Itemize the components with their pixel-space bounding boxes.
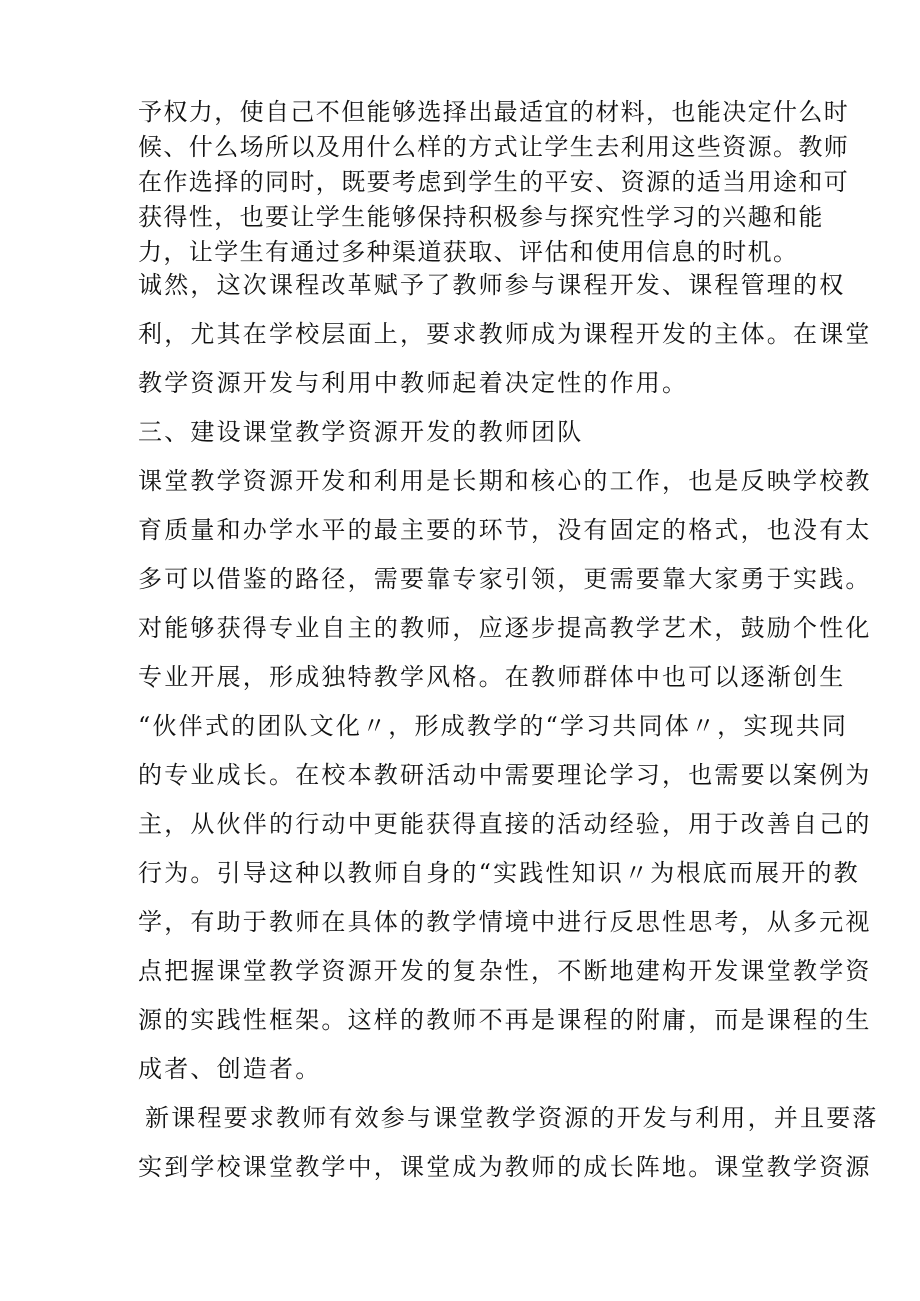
paragraph-line: 学，有助于教师在具体的教学情境中进行反思性思考，从多元视 [138, 908, 872, 936]
paragraph-line: 点把握课堂教学资源开发的复杂性，不断地建构开发课堂教学资 [138, 957, 872, 985]
paragraph-line: 源的实践性框架。这样的教师不再是课程的附庸，而是课程的生 [138, 1006, 872, 1034]
paragraph-line: 获得性，也要让学生能够保持积极参与探究性学习的兴趣和能 [138, 203, 824, 231]
paragraph-line: 对能够获得专业自主的教师，应逐步提高教学艺术，鼓励个性化 [138, 614, 872, 642]
paragraph-line: 多可以借鉴的路径，需要靠专家引领，更需要靠大家勇于实践。 [138, 565, 872, 593]
paragraph-line: 在作选择的同时，既要考虑到学生的平安、资源的适当用途和可 [138, 168, 850, 196]
paragraph-line: 的专业成长。在校本教研活动中需要理论学习，也需要以案例为 [138, 761, 872, 789]
paragraph-line: “伙伴式的团队文化〃，形成教学的“学习共同体〃，实现共同 [138, 712, 849, 740]
paragraph-line: 实到学校课堂教学中，课堂成为教师的成长阵地。课堂教学资源 [138, 1153, 872, 1181]
paragraph-line: 育质量和办学水平的最主要的环节，没有固定的格式，也没有太 [138, 516, 872, 544]
paragraph-line: 成者、创造者。 [138, 1055, 322, 1083]
paragraph-line: 主，从伙伴的行动中更能获得直接的活动经验，用于改善自己的 [138, 810, 872, 838]
paragraph-line: 课堂教学资源开发和利用是长期和核心的工作，也是反映学校教 [138, 467, 872, 495]
paragraph-line: 予权力，使自己不但能够选择出最适宜的材料，也能决定什么时 [138, 98, 850, 126]
paragraph-line: 力，让学生有通过多种渠道获取、评估和使用信息的时机。 [138, 238, 799, 266]
paragraph-line: 新课程要求教师有效参与课堂教学资源的开发与利用，并且要落 [145, 1104, 879, 1132]
paragraph-line: 专业开展，形成独特教学风格。在教师群体中也可以逐渐创生 [138, 663, 846, 691]
paragraph-line: 利，尤其在学校层面上，要求教师成为课程开发的主体。在课堂 [138, 320, 872, 348]
paragraph-line: 行为。引导这种以教师自身的“实践性知识〃为根底而展开的教 [138, 859, 860, 887]
section-heading: 三、建设课堂教学资源开发的教师团队 [138, 418, 584, 446]
paragraph-line: 候、什么场所以及用什么样的方式让学生去利用这些资源。教师 [138, 133, 850, 161]
paragraph-line: 诚然，这次课程改革赋予了教师参与课程开发、课程管理的权 [138, 271, 846, 299]
paragraph-line: 教学资源开发与利用中教师起着决定性的作用。 [138, 369, 689, 397]
